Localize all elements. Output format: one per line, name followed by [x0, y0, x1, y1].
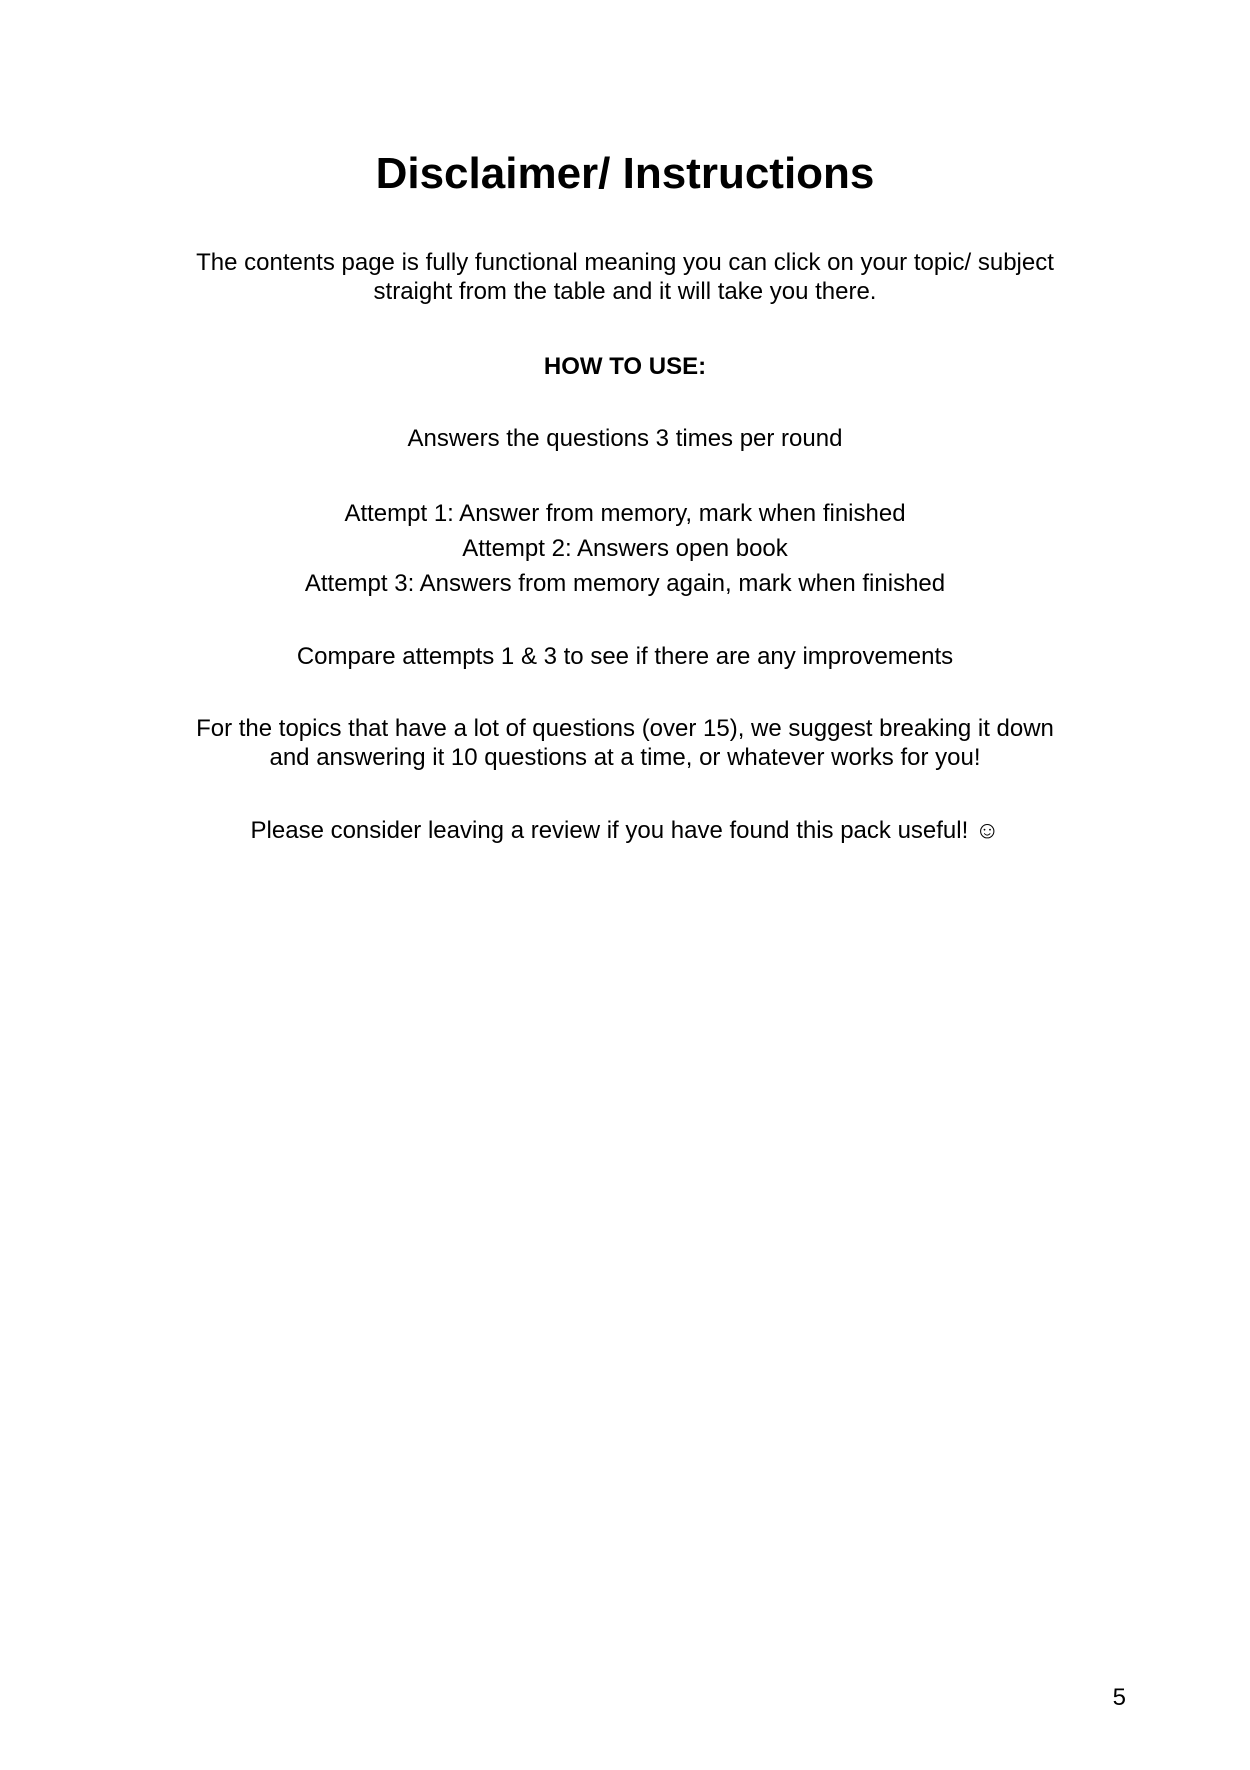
topics-line-2: and answering it 10 questions at a time, or whatever works for you! — [269, 744, 981, 771]
page-title: Disclaimer/ Instructions — [375, 149, 875, 198]
intro-paragraph — [0, 248, 1250, 306]
attempt-3: Attempt 3: Answers from memory again, mark when finished — [304, 570, 946, 597]
attempt-1: Attempt 1: Answer from memory, mark when finished — [344, 500, 906, 527]
topics-line-1: For the topics that have a lot of questions (over 15), we suggest breaking it down — [196, 715, 1054, 742]
how-to-use-heading: HOW TO USE: — [543, 353, 707, 380]
intro-line-2: straight from the table and it will take you there. — [373, 278, 877, 305]
topics-paragraph — [0, 714, 1250, 772]
answers-instruction: Answers the questions 3 times per round — [407, 425, 843, 452]
attempt-2: Attempt 2: Answers open book — [462, 535, 788, 562]
review-request: Please consider leaving a review if you have found this pack useful! ☺ — [250, 817, 1000, 844]
intro-line-1: The contents page is fully functional meaning you can click on your topic/ subject — [196, 249, 1054, 276]
page-number: 5 — [1112, 1684, 1126, 1711]
compare-instruction: Compare attempts 1 & 3 to see if there are any improvements — [296, 643, 954, 670]
attempts-list — [0, 496, 1250, 601]
